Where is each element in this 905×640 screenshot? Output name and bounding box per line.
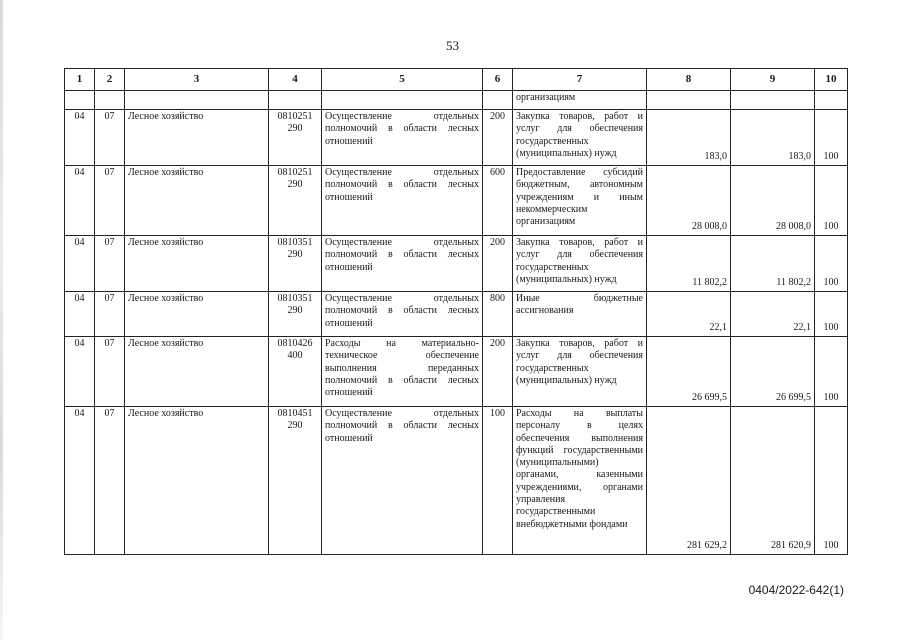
- cell-type: 200: [483, 236, 513, 292]
- cell-percent: 100: [815, 337, 848, 407]
- cell-percent: 100: [815, 292, 848, 337]
- header-col-6: 6: [483, 69, 513, 91]
- cell-description: Осуществление отдельных полномочий в области лесных отношений: [322, 236, 483, 292]
- cell-code: 0810426 400: [269, 337, 322, 407]
- cell-name: [125, 91, 269, 110]
- table-row: [65, 236, 848, 292]
- table-row: [65, 407, 848, 555]
- cell-value-1: 28 008,0: [647, 166, 731, 236]
- cell-percent: 100: [815, 110, 848, 166]
- cell-subsection: 07: [95, 166, 125, 236]
- cell-description: Осуществление отдельных полномочий в области лесных отношений: [322, 166, 483, 236]
- cell-name: Лесное хозяйство: [125, 110, 269, 166]
- cell-code: 0810251 290: [269, 110, 322, 166]
- cell-value-1: [647, 91, 731, 110]
- table-row: [65, 337, 848, 407]
- cell-name: Лесное хозяйство: [125, 407, 269, 555]
- header-col-7: 7: [513, 69, 647, 91]
- cell-name: Лесное хозяйство: [125, 292, 269, 337]
- cell-value-1: 22,1: [647, 292, 731, 337]
- budget-table: [64, 68, 848, 555]
- table-row: [65, 292, 848, 337]
- cell-value-1: 11 802,2: [647, 236, 731, 292]
- cell-subsection: 07: [95, 110, 125, 166]
- header-col-4: 4: [269, 69, 322, 91]
- header-col-2: 2: [95, 69, 125, 91]
- cell-type: 100: [483, 407, 513, 555]
- cell-code: [269, 91, 322, 110]
- cell-name: Лесное хозяйство: [125, 166, 269, 236]
- table-header-row: [65, 69, 848, 91]
- cell-description: Осуществление отдельных полномочий в области лесных отношений: [322, 110, 483, 166]
- table-row: [65, 91, 848, 110]
- cell-code: 0810351 290: [269, 236, 322, 292]
- cell-value-2: [731, 91, 815, 110]
- cell-code: 0810251 290: [269, 166, 322, 236]
- cell-percent: 100: [815, 407, 848, 555]
- cell-expense-type: Закупка товаров, работ и услуг для обеспечения государственных (муниципальных) нужд: [513, 236, 647, 292]
- cell-subsection: 07: [95, 407, 125, 555]
- cell-expense-type: Расходы на выплаты персоналу в целях обеспечения выполнения функций государственными (муниципальными) органами, казенными учреждениями, органами управления государственными внебюджетными фондами: [513, 407, 647, 555]
- cell-code: 0810351 290: [269, 292, 322, 337]
- document-id: 0404/2022-642(1): [748, 583, 844, 597]
- scan-edge-shadow: [0, 0, 3, 640]
- cell-name: Лесное хозяйство: [125, 236, 269, 292]
- cell-percent: 100: [815, 236, 848, 292]
- cell-percent: 100: [815, 166, 848, 236]
- cell-description: Осуществление отдельных полномочий в области лесных отношений: [322, 407, 483, 555]
- cell-type: [483, 91, 513, 110]
- cell-subsection: 07: [95, 292, 125, 337]
- cell-section: 04: [65, 292, 95, 337]
- cell-expense-type: Закупка товаров, работ и услуг для обеспечения государственных (муниципальных) нужд: [513, 110, 647, 166]
- cell-name: Лесное хозяйство: [125, 337, 269, 407]
- cell-value-2: 22,1: [731, 292, 815, 337]
- header-col-1: 1: [65, 69, 95, 91]
- header-col-8: 8: [647, 69, 731, 91]
- cell-value-1: 183,0: [647, 110, 731, 166]
- cell-description: Осуществление отдельных полномочий в области лесных отношений: [322, 292, 483, 337]
- header-col-9: 9: [731, 69, 815, 91]
- cell-section: 04: [65, 236, 95, 292]
- cell-section: 04: [65, 110, 95, 166]
- header-col-3: 3: [125, 69, 269, 91]
- cell-value-2: 183,0: [731, 110, 815, 166]
- cell-value-2: 281 620,9: [731, 407, 815, 555]
- cell-subsection: [95, 91, 125, 110]
- cell-code: 0810451 290: [269, 407, 322, 555]
- cell-type: 600: [483, 166, 513, 236]
- cell-value-1: 281 629,2: [647, 407, 731, 555]
- cell-type: 200: [483, 337, 513, 407]
- cell-subsection: 07: [95, 236, 125, 292]
- header-col-5: 5: [322, 69, 483, 91]
- cell-expense-type: Иные бюджетные ассигнования: [513, 292, 647, 337]
- table-row: [65, 110, 848, 166]
- cell-value-2: 26 699,5: [731, 337, 815, 407]
- cell-value-2: 28 008,0: [731, 166, 815, 236]
- cell-expense-type: организациям: [513, 91, 647, 110]
- cell-expense-type: Предоставление субсидий бюджетным, автономным учреждениям и иным некоммерческим организациям: [513, 166, 647, 236]
- cell-section: 04: [65, 166, 95, 236]
- cell-percent: [815, 91, 848, 110]
- page-number: 53: [446, 38, 459, 53]
- cell-expense-type: Закупка товаров, работ и услуг для обеспечения государственных (муниципальных) нужд: [513, 337, 647, 407]
- header-col-10: 10: [815, 69, 848, 91]
- cell-subsection: 07: [95, 337, 125, 407]
- cell-value-1: 26 699,5: [647, 337, 731, 407]
- cell-value-2: 11 802,2: [731, 236, 815, 292]
- cell-type: 200: [483, 110, 513, 166]
- cell-description: Расходы на материально-техническое обеспечение выполнения переданных полномочий в области лесных отношений: [322, 337, 483, 407]
- table-row: [65, 166, 848, 236]
- cell-type: 800: [483, 292, 513, 337]
- cell-description: [322, 91, 483, 110]
- cell-section: [65, 91, 95, 110]
- cell-section: 04: [65, 407, 95, 555]
- cell-section: 04: [65, 337, 95, 407]
